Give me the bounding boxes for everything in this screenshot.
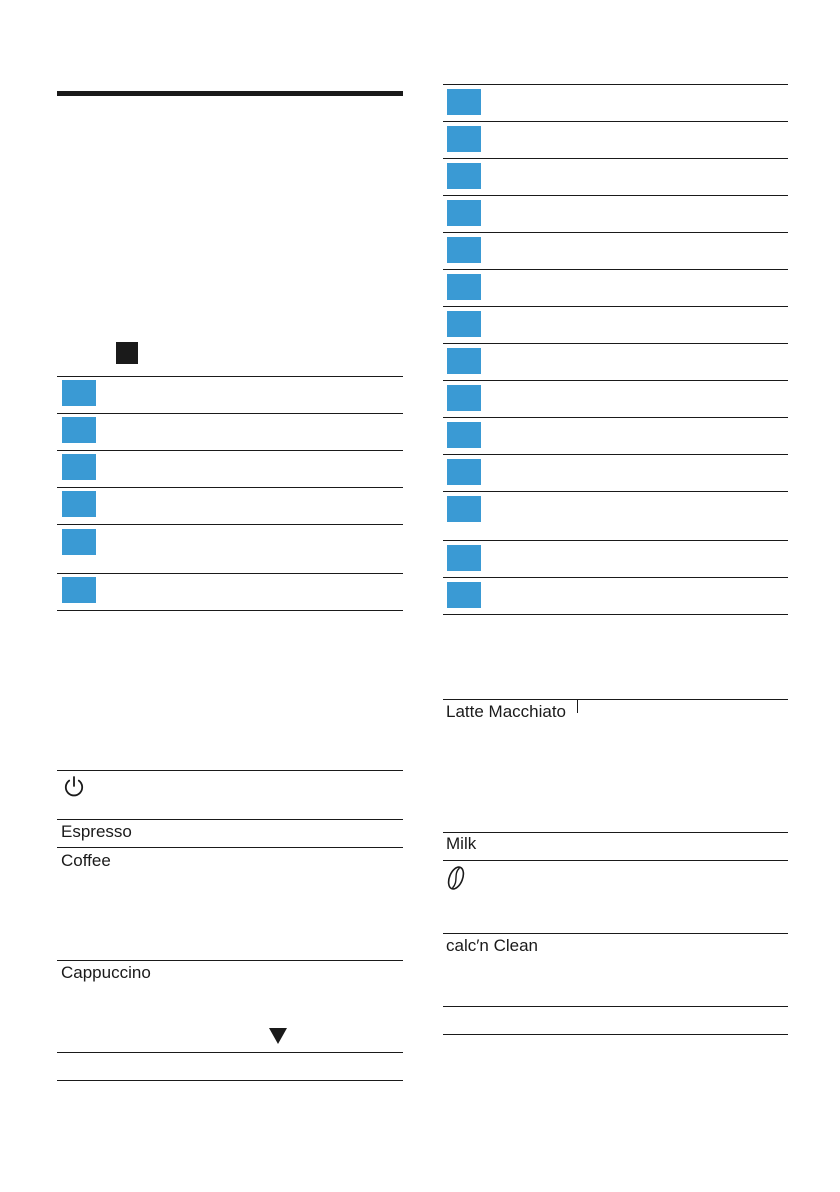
key-square — [62, 417, 96, 443]
key-square — [447, 274, 481, 300]
coffee-bean-icon — [446, 864, 466, 892]
key-square — [62, 454, 96, 480]
table-rule — [443, 417, 788, 418]
table-rule — [443, 577, 788, 578]
table-rule — [443, 232, 788, 233]
key-square — [62, 491, 96, 517]
key-square — [447, 385, 481, 411]
beverage-table-top-rule — [443, 699, 788, 700]
table-rule — [57, 847, 403, 848]
table-rule — [443, 380, 788, 381]
table-rule — [57, 487, 403, 488]
milk-label: Milk — [446, 834, 477, 853]
table-rule — [57, 413, 403, 414]
latte-macchiato-label: Latte Macchiato — [446, 702, 567, 721]
left-key-table-top-rule — [57, 376, 403, 377]
key-square — [447, 200, 481, 226]
key-square — [447, 545, 481, 571]
key-square — [62, 529, 96, 555]
section-heading-rule — [57, 91, 403, 96]
key-square — [447, 237, 481, 263]
black-square-icon — [116, 342, 138, 364]
table-rule — [443, 269, 788, 270]
key-square — [447, 582, 481, 608]
column-divider — [577, 699, 578, 713]
table-rule — [443, 933, 788, 934]
key-square — [62, 380, 96, 406]
key-square — [62, 577, 96, 603]
table-rule — [443, 195, 788, 196]
key-square — [447, 496, 481, 522]
triangle-down-icon — [268, 1027, 288, 1045]
coffee-label: Coffee — [61, 851, 111, 870]
beverage-table-bottom-rule — [443, 1034, 788, 1035]
beverage-table-top-rule — [57, 770, 403, 771]
right-key-table-bottom-rule — [443, 614, 788, 615]
table-rule — [57, 524, 403, 525]
table-rule — [57, 819, 403, 820]
table-rule — [443, 491, 788, 492]
table-rule — [57, 960, 403, 961]
key-square — [447, 126, 481, 152]
table-rule — [443, 306, 788, 307]
key-square — [447, 459, 481, 485]
calc-n-clean-label: calc′n Clean — [446, 936, 539, 955]
power-icon — [62, 775, 86, 799]
table-rule — [443, 540, 788, 541]
left-key-table-bottom-rule — [57, 610, 403, 611]
table-rule — [443, 832, 788, 833]
table-rule — [443, 454, 788, 455]
cappuccino-label: Cappuccino — [61, 963, 151, 982]
key-square — [447, 163, 481, 189]
table-rule — [57, 1052, 403, 1053]
key-square — [447, 348, 481, 374]
key-square — [447, 89, 481, 115]
table-rule — [443, 860, 788, 861]
key-square — [447, 422, 481, 448]
beverage-table-bottom-rule — [57, 1080, 403, 1081]
table-rule — [443, 1006, 788, 1007]
table-rule — [57, 573, 403, 574]
table-rule — [443, 343, 788, 344]
table-rule — [443, 121, 788, 122]
espresso-label: Espresso — [61, 822, 132, 841]
table-rule — [57, 450, 403, 451]
key-square — [447, 311, 481, 337]
right-key-table-top-rule — [443, 84, 788, 85]
table-rule — [443, 158, 788, 159]
